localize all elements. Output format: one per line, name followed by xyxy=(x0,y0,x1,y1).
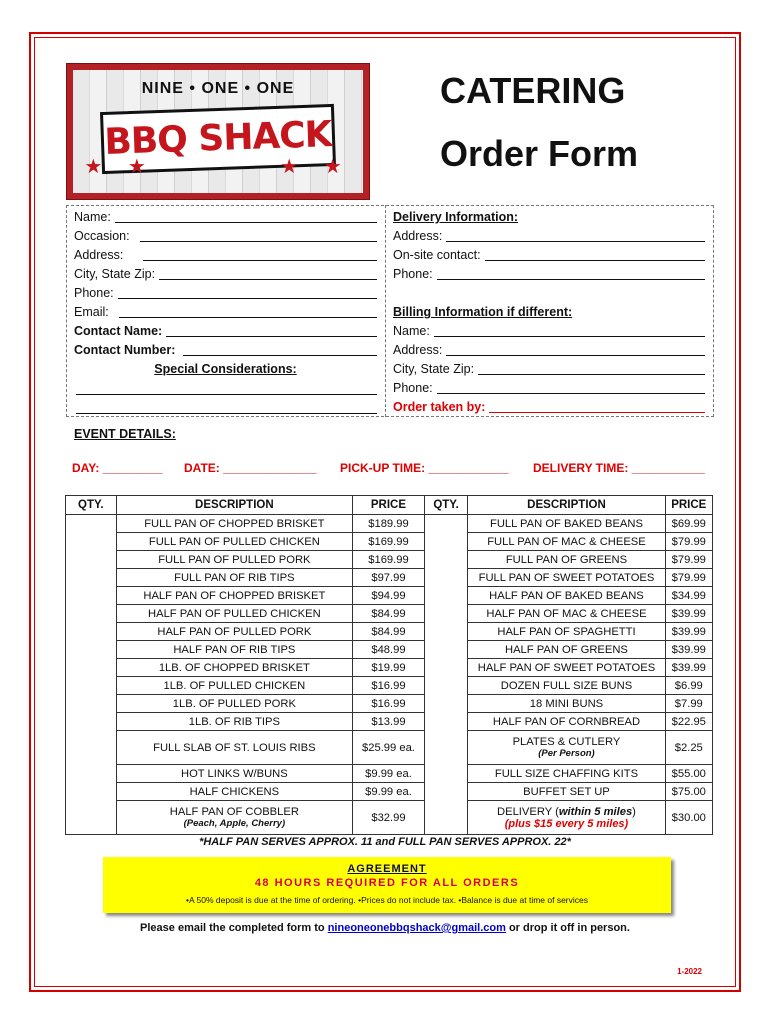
item-price: $169.99 xyxy=(353,533,425,551)
qty-cell[interactable] xyxy=(424,623,468,641)
price-header-left: PRICE xyxy=(353,496,425,515)
logo-top-text: NINE • ONE • ONE xyxy=(141,80,295,97)
item-description: HALF PAN OF RIB TIPS xyxy=(116,641,353,659)
city-state-zip-line[interactable] xyxy=(159,267,377,280)
item-price: $6.99 xyxy=(665,677,712,695)
item-price: $55.00 xyxy=(665,765,712,783)
qty-cell[interactable] xyxy=(66,533,117,551)
name-field[interactable] xyxy=(74,210,377,225)
item-description: FULL SLAB OF ST. LOUIS RIBS xyxy=(116,731,353,765)
contact-number-line[interactable] xyxy=(183,343,377,356)
item-price: $39.99 xyxy=(665,605,712,623)
qty-cell[interactable] xyxy=(424,783,468,801)
item-subnote: (Per Person) xyxy=(538,748,595,759)
delivery-item-description xyxy=(468,806,664,818)
billing-phone-line[interactable] xyxy=(437,381,705,394)
item-description: 18 MINI BUNS xyxy=(468,695,665,713)
table-row xyxy=(66,551,713,569)
occasion-field[interactable] xyxy=(74,229,377,244)
name-label: Name: xyxy=(74,210,111,224)
item-description: FULL PAN OF MAC & CHEESE xyxy=(468,533,665,551)
description-header-right: DESCRIPTION xyxy=(468,496,665,515)
special-considerations-line-2[interactable] xyxy=(76,413,377,414)
menu-table-body xyxy=(66,515,713,835)
item-description: HALF PAN OF CORNBREAD xyxy=(468,713,665,731)
item-description: FULL SIZE CHAFFING KITS xyxy=(468,765,665,783)
contact-number-label: Contact Number: xyxy=(74,343,176,357)
address-field[interactable] xyxy=(74,248,377,263)
star-icon-group-right: ★ ★ xyxy=(280,156,352,178)
item-price: $2.25 xyxy=(665,731,712,765)
delivery-surcharge: (plus $15 every 5 miles) xyxy=(504,817,629,830)
qty-cell[interactable] xyxy=(66,765,117,783)
item-price: $48.99 xyxy=(353,641,425,659)
price-header-right: PRICE xyxy=(665,496,712,515)
item-description-cell xyxy=(468,801,665,835)
item-description: DOZEN FULL SIZE BUNS xyxy=(468,677,665,695)
item-price: $169.99 xyxy=(353,551,425,569)
item-description: FULL PAN OF GREENS xyxy=(468,551,665,569)
qty-cell[interactable] xyxy=(66,551,117,569)
item-description: HALF PAN OF MAC & CHEESE xyxy=(468,605,665,623)
delivery-label: DELIVERY ( xyxy=(497,805,559,818)
delivery-phone-field[interactable] xyxy=(393,267,705,282)
order-taken-by-field[interactable] xyxy=(393,400,705,415)
logo-main-text: BBQ SHACK xyxy=(100,104,336,174)
qty-cell[interactable] xyxy=(66,695,117,713)
item-price: $19.99 xyxy=(353,659,425,677)
qty-cell[interactable] xyxy=(424,551,468,569)
item-description: HALF PAN OF PULLED CHICKEN xyxy=(116,605,353,623)
bbq-shack-logo xyxy=(66,63,370,200)
item-description: FULL PAN OF PULLED CHICKEN xyxy=(116,533,353,551)
table-row xyxy=(66,605,713,623)
qty-cell[interactable] xyxy=(424,641,468,659)
onsite-contact-line[interactable] xyxy=(485,248,705,261)
qty-header-right: QTY. xyxy=(424,496,468,515)
item-price: $9.99 ea. xyxy=(353,783,425,801)
qty-cell[interactable] xyxy=(66,783,117,801)
table-row xyxy=(66,731,713,765)
qty-header-left: QTY. xyxy=(66,496,117,515)
item-price: $16.99 xyxy=(353,695,425,713)
item-price: $69.99 xyxy=(665,515,712,533)
item-price: $39.99 xyxy=(665,641,712,659)
item-description: HALF PAN OF PULLED PORK xyxy=(116,623,353,641)
item-price: $16.99 xyxy=(353,677,425,695)
item-description: HALF PAN OF CHOPPED BRISKET xyxy=(116,587,353,605)
order-taken-by-label: Order taken by: xyxy=(393,400,486,414)
qty-cell[interactable] xyxy=(66,801,117,835)
event-details-heading: EVENT DETAILS: xyxy=(74,427,176,441)
contact-number-field[interactable] xyxy=(74,343,377,358)
item-price: $79.99 xyxy=(665,551,712,569)
item-price: $75.00 xyxy=(665,783,712,801)
item-price: $34.99 xyxy=(665,587,712,605)
qty-cell[interactable] xyxy=(66,605,117,623)
billing-address-field[interactable] xyxy=(393,343,705,358)
delivery-phone-label: Phone: xyxy=(393,267,433,281)
email-label: Email: xyxy=(74,305,109,319)
billing-phone-label: Phone: xyxy=(393,381,433,395)
table-row xyxy=(66,713,713,731)
special-considerations-line-1[interactable] xyxy=(76,394,377,395)
delivery-range: within 5 miles xyxy=(558,805,633,818)
item-description: HOT LINKS W/BUNS xyxy=(116,765,353,783)
qty-cell[interactable] xyxy=(424,587,468,605)
table-row xyxy=(66,695,713,713)
phone-label: Phone: xyxy=(74,286,114,300)
item-description: 1LB. OF PULLED CHICKEN xyxy=(116,677,353,695)
table-row xyxy=(66,801,713,835)
item-price: $84.99 xyxy=(353,623,425,641)
item-description: 1LB. OF CHOPPED BRISKET xyxy=(116,659,353,677)
item-description: HALF PAN OF SPAGHETTI xyxy=(468,623,665,641)
phone-field[interactable] xyxy=(74,286,377,301)
email-link[interactable]: nineoneonebbqshack@gmail.com xyxy=(327,922,506,934)
email-text-before: Please email the completed form to xyxy=(140,922,328,934)
item-price: $189.99 xyxy=(353,515,425,533)
agreement-title: AGREEMENT xyxy=(347,863,427,875)
logo-stars xyxy=(73,154,363,179)
address-label: Address: xyxy=(74,248,124,262)
table-row xyxy=(66,765,713,783)
qty-cell[interactable] xyxy=(424,695,468,713)
table-row xyxy=(66,677,713,695)
qty-cell[interactable] xyxy=(424,677,468,695)
city-state-zip-label: City, State Zip: xyxy=(74,267,156,281)
item-description: FULL PAN OF CHOPPED BRISKET xyxy=(116,515,353,533)
day-field[interactable]: DAY: _________ xyxy=(72,461,163,475)
table-row xyxy=(66,587,713,605)
billing-phone-field[interactable] xyxy=(393,381,705,396)
onsite-contact-label: On-site contact: xyxy=(393,248,481,262)
qty-cell[interactable] xyxy=(66,623,117,641)
title-order-form: Order Form xyxy=(440,133,639,174)
item-description: HALF PAN OF GREENS xyxy=(468,641,665,659)
logo-wood-background xyxy=(73,70,363,193)
agreement-notes: •A 50% deposit is due at the time of ordering. •Prices do not include tax. •Balance is due at time of services xyxy=(185,895,589,905)
pickup-time-field[interactable]: PICK-UP TIME: ____________ xyxy=(340,461,509,475)
billing-info-heading: Billing Information if different: xyxy=(393,305,573,319)
qty-cell[interactable] xyxy=(66,569,117,587)
date-field[interactable]: DATE: ______________ xyxy=(184,461,317,475)
qty-cell[interactable] xyxy=(424,569,468,587)
qty-cell[interactable] xyxy=(66,641,117,659)
contact-name-label: Contact Name: xyxy=(74,324,163,338)
item-price: $7.99 xyxy=(665,695,712,713)
table-row xyxy=(66,515,713,533)
table-row xyxy=(66,533,713,551)
qty-cell[interactable] xyxy=(424,765,468,783)
qty-cell[interactable] xyxy=(424,659,468,677)
agreement-hours: 48 HOURS REQUIRED FOR ALL ORDERS xyxy=(254,877,520,889)
delivery-info-heading: Delivery Information: xyxy=(393,210,519,224)
email-line[interactable] xyxy=(119,305,377,318)
qty-cell[interactable] xyxy=(66,587,117,605)
qty-cell[interactable] xyxy=(424,801,468,835)
item-price: $84.99 xyxy=(353,605,425,623)
name-line[interactable] xyxy=(115,210,377,223)
delivery-time-field[interactable]: DELIVERY TIME: ___________ xyxy=(533,461,706,475)
menu-price-table xyxy=(65,495,713,835)
qty-cell[interactable] xyxy=(424,731,468,765)
item-description: 1LB. OF RIB TIPS xyxy=(116,713,353,731)
contact-name-field[interactable] xyxy=(74,324,377,339)
special-considerations-label: Special Considerations: xyxy=(154,362,297,376)
info-box-divider xyxy=(385,205,386,417)
billing-name-line[interactable] xyxy=(434,324,705,337)
email-text-after: or drop it off in person. xyxy=(505,922,630,934)
serving-note: *HALF PAN SERVES APPROX. 11 and FULL PAN SERVES APPROX. 22* xyxy=(199,836,571,848)
table-row xyxy=(66,623,713,641)
item-price: $39.99 xyxy=(665,659,712,677)
billing-city-field[interactable] xyxy=(393,362,705,377)
table-row xyxy=(66,641,713,659)
qty-cell[interactable] xyxy=(66,713,117,731)
onsite-contact-field[interactable] xyxy=(393,248,705,263)
form-version: 1-2022 xyxy=(677,967,702,976)
item-description: HALF PAN OF COBBLER xyxy=(169,806,299,818)
item-price: $13.99 xyxy=(353,713,425,731)
delivery-address-line[interactable] xyxy=(446,229,705,242)
item-price: $9.99 ea. xyxy=(353,765,425,783)
qty-cell[interactable] xyxy=(424,533,468,551)
item-description: 1LB. OF PULLED PORK xyxy=(116,695,353,713)
billing-name-field[interactable] xyxy=(393,324,705,339)
qty-cell[interactable] xyxy=(66,677,117,695)
item-price: $22.95 xyxy=(665,713,712,731)
title-catering: CATERING xyxy=(440,70,626,111)
delivery-label-close: ) xyxy=(632,805,636,818)
item-price: $94.99 xyxy=(353,587,425,605)
table-row xyxy=(66,659,713,677)
qty-cell[interactable] xyxy=(66,731,117,765)
billing-city-label: City, State Zip: xyxy=(393,362,475,376)
table-row xyxy=(66,783,713,801)
item-description: HALF PAN OF BAKED BEANS xyxy=(468,587,665,605)
delivery-address-field[interactable] xyxy=(393,229,705,244)
address-line[interactable] xyxy=(143,248,377,261)
qty-cell[interactable] xyxy=(66,659,117,677)
delivery-address-label: Address: xyxy=(393,229,443,243)
item-price: $79.99 xyxy=(665,569,712,587)
item-subnote: (Peach, Apple, Cherry) xyxy=(183,818,286,829)
email-field[interactable] xyxy=(74,305,377,320)
order-taken-by-line[interactable] xyxy=(489,400,705,413)
table-row xyxy=(66,569,713,587)
contact-name-line[interactable] xyxy=(166,324,377,337)
qty-cell[interactable] xyxy=(424,713,468,731)
occasion-label: Occasion: xyxy=(74,229,130,243)
item-description: FULL PAN OF BAKED BEANS xyxy=(468,515,665,533)
phone-line[interactable] xyxy=(118,286,377,299)
item-description: HALF PAN OF SWEET POTATOES xyxy=(468,659,665,677)
item-description-cell xyxy=(116,801,353,835)
item-price: $97.99 xyxy=(353,569,425,587)
billing-name-label: Name: xyxy=(393,324,430,338)
qty-cell[interactable] xyxy=(66,515,117,533)
star-icon-group-left: ★ ★ xyxy=(84,156,156,178)
description-header-left: DESCRIPTION xyxy=(116,496,353,515)
item-description: HALF CHICKENS xyxy=(116,783,353,801)
delivery-phone-line[interactable] xyxy=(437,267,705,280)
item-price: $32.99 xyxy=(353,801,425,835)
table-header-row xyxy=(66,496,713,515)
email-instruction xyxy=(0,922,770,934)
billing-address-label: Address: xyxy=(393,343,443,357)
item-price: $25.99 ea. xyxy=(353,731,425,765)
occasion-line[interactable] xyxy=(140,229,377,242)
city-state-zip-field[interactable] xyxy=(74,267,377,282)
billing-address-line[interactable] xyxy=(446,343,705,356)
qty-cell[interactable] xyxy=(424,515,468,533)
qty-cell[interactable] xyxy=(424,605,468,623)
agreement-box xyxy=(103,857,671,913)
item-price: $79.99 xyxy=(665,533,712,551)
item-description: FULL PAN OF RIB TIPS xyxy=(116,569,353,587)
item-price: $30.00 xyxy=(665,801,712,835)
item-price: $39.99 xyxy=(665,623,712,641)
item-description: FULL PAN OF PULLED PORK xyxy=(116,551,353,569)
item-description: FULL PAN OF SWEET POTATOES xyxy=(468,569,665,587)
item-description-cell xyxy=(468,731,665,765)
item-description: PLATES & CUTLERY xyxy=(512,736,621,748)
item-description: BUFFET SET UP xyxy=(468,783,665,801)
billing-city-line[interactable] xyxy=(478,362,705,375)
